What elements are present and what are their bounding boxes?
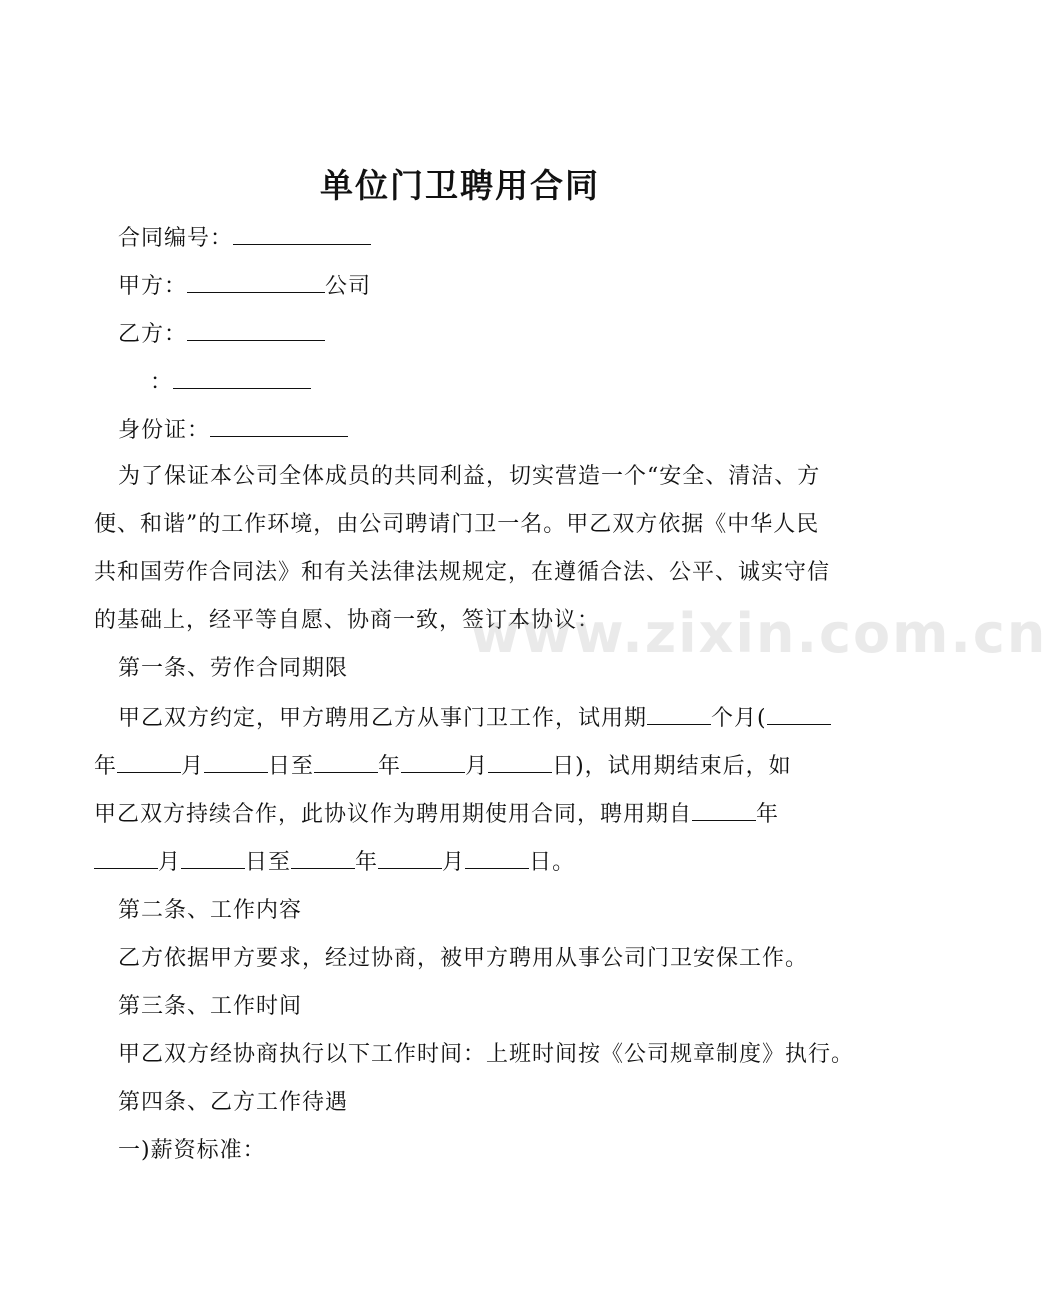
article-1-text: 年 <box>378 754 402 779</box>
article-1-text: 月 <box>181 754 205 779</box>
probation-start-year-blank <box>767 702 831 725</box>
article-1-heading: 第一条、劳作合同期限 <box>118 656 349 681</box>
article-1-text: 日。 <box>529 850 576 875</box>
id-card-label: 身份证： <box>118 418 211 443</box>
article-1-line-4 <box>94 846 575 878</box>
article-1-text: 月 <box>158 850 182 875</box>
article-1-text: 日)，试用期结束后，如 <box>552 754 792 779</box>
contract-number-label: 合同编号： <box>118 226 234 251</box>
term-start-month-blank <box>94 846 158 869</box>
contract-number-line <box>118 222 371 254</box>
contract-number-blank <box>233 222 371 245</box>
article-4-heading: 第四条、乙方工作待遇 <box>118 1090 349 1115</box>
term-end-month-blank <box>378 846 442 869</box>
term-start-year-blank <box>692 798 756 821</box>
intro-line-3: 共和国劳作合同法》和有关法律法规规定，在遵循合法、公平、诚实守信 <box>94 560 831 585</box>
id-card-blank <box>210 414 348 437</box>
probation-start-month-blank <box>117 750 181 773</box>
term-end-year-blank <box>291 846 355 869</box>
party-a-suffix: 公司 <box>325 274 372 299</box>
intro-line-2: 便、和谐”的工作环境，由公司聘请门卫一名。甲乙双方依据《中华人民 <box>94 512 820 537</box>
party-b-blank <box>187 318 325 341</box>
article-1-text: 月 <box>442 850 466 875</box>
unlabeled-field-blank <box>173 366 311 389</box>
article-1-text: 甲乙双方约定，甲方聘用乙方从事门卫工作，试用期 <box>118 706 648 731</box>
article-1-line-3 <box>94 798 779 830</box>
party-a-line <box>118 270 371 302</box>
article-1-text: 个月( <box>711 706 767 731</box>
article-1-line-1 <box>118 702 831 734</box>
id-card-line <box>118 414 348 446</box>
probation-end-year-blank <box>314 750 378 773</box>
unlabeled-field-line <box>150 366 311 398</box>
probation-end-month-blank <box>401 750 465 773</box>
article-3-heading: 第三条、工作时间 <box>118 994 303 1019</box>
article-1-text: 甲乙双方持续合作，此协议作为聘用期使用合同，聘用期自 <box>94 802 693 827</box>
party-b-label: 乙方： <box>118 322 188 347</box>
article-1-text: 日至 <box>245 850 292 875</box>
article-2-body: 乙方依据甲方要求，经过协商，被甲方聘用从事公司门卫安保工作。 <box>118 946 809 971</box>
article-1-text: 年 <box>355 850 379 875</box>
party-a-label: 甲方： <box>118 274 188 299</box>
article-1-text: 月 <box>465 754 489 779</box>
intro-line-1: 为了保证本公司全体成员的共同利益，切实营造一个“安全、清洁、方 <box>118 464 821 489</box>
term-end-day-blank <box>465 846 529 869</box>
article-2-heading: 第二条、工作内容 <box>118 898 303 923</box>
probation-start-day-blank <box>204 750 268 773</box>
probation-end-day-blank <box>488 750 552 773</box>
article-1-line-2 <box>94 750 792 782</box>
party-a-blank <box>187 270 325 293</box>
article-3-body: 甲乙双方经协商执行以下工作时间：上班时间按《公司规章制度》执行。 <box>118 1042 855 1067</box>
unlabeled-field-label: ： <box>150 370 174 395</box>
intro-line-4: 的基础上，经平等自愿、协商一致，签订本协议： <box>94 608 601 633</box>
article-4-sub-1: 一)薪资标准： <box>118 1138 266 1163</box>
term-start-day-blank <box>181 846 245 869</box>
article-1-text: 年 <box>94 754 118 779</box>
watermark: www.zixin.com.cn <box>470 602 1047 665</box>
probation-months-blank <box>647 702 711 725</box>
article-1-text: 日至 <box>268 754 315 779</box>
article-1-text: 年 <box>756 802 780 827</box>
party-b-line <box>118 318 325 350</box>
document-title: 单位门卫聘用合同 <box>320 166 600 205</box>
